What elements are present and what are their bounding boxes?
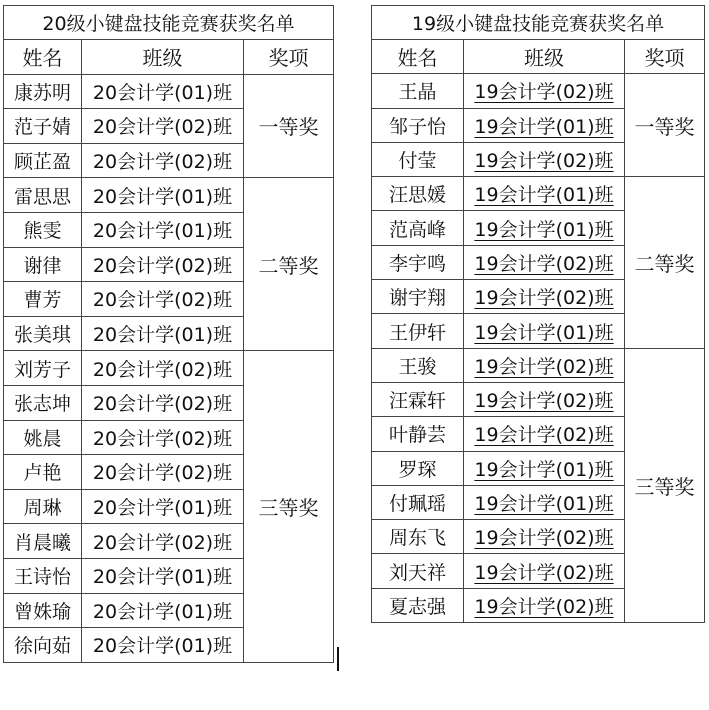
text-cursor (337, 647, 339, 671)
name-cell[interactable]: 汪霖轩 (372, 382, 464, 416)
class-cell[interactable]: 19会计学(02)班 (464, 245, 625, 279)
name-cell[interactable]: 周琳 (4, 489, 82, 524)
class-cell[interactable]: 20会计学(02)班 (82, 420, 244, 455)
name-cell[interactable]: 熊雯 (4, 212, 82, 247)
award-cell-second[interactable]: 二等奖 (244, 178, 334, 351)
class-cell[interactable]: 19会计学(01)班 (464, 177, 625, 211)
name-cell[interactable]: 张志坤 (4, 385, 82, 420)
name-cell[interactable]: 付莹 (372, 142, 464, 176)
header-award[interactable]: 奖项 (244, 40, 334, 75)
name-cell[interactable]: 肖晨曦 (4, 524, 82, 559)
class-cell[interactable]: 19会计学(02)班 (464, 142, 625, 176)
name-cell[interactable]: 叶静芸 (372, 417, 464, 451)
award-cell-third[interactable]: 三等奖 (625, 348, 705, 622)
name-cell[interactable]: 康苏明 (4, 74, 82, 109)
class-cell[interactable]: 20会计学(01)班 (82, 74, 244, 109)
header-name[interactable]: 姓名 (372, 40, 464, 74)
header-class[interactable]: 班级 (464, 40, 625, 74)
award-cell-first[interactable]: 一等奖 (625, 74, 705, 177)
name-cell[interactable]: 王伊轩 (372, 314, 464, 348)
name-cell[interactable]: 汪思媛 (372, 177, 464, 211)
name-cell[interactable]: 徐向茹 (4, 628, 82, 663)
class-cell[interactable]: 20会计学(01)班 (82, 628, 244, 663)
name-cell[interactable]: 曾姝瑜 (4, 593, 82, 628)
name-cell[interactable]: 罗琛 (372, 451, 464, 485)
table-title[interactable]: 20级小键盘技能竞赛获奖名单 (4, 6, 334, 40)
class-cell[interactable]: 19会计学(02)班 (464, 382, 625, 416)
name-cell[interactable]: 谢律 (4, 247, 82, 282)
class-cell[interactable]: 20会计学(02)班 (82, 385, 244, 420)
class-cell[interactable]: 19会计学(01)班 (464, 211, 625, 245)
name-cell[interactable]: 王晶 (372, 74, 464, 108)
award-table-grade19 (371, 5, 705, 623)
award-table-grade20 (3, 5, 334, 663)
name-cell[interactable]: 范子婧 (4, 109, 82, 144)
class-cell[interactable]: 20会计学(02)班 (82, 282, 244, 317)
name-cell[interactable]: 范高峰 (372, 211, 464, 245)
class-cell[interactable]: 19会计学(02)班 (464, 554, 625, 588)
name-cell[interactable]: 刘芳子 (4, 351, 82, 386)
class-cell[interactable]: 20会计学(01)班 (82, 212, 244, 247)
class-cell[interactable]: 19会计学(02)班 (464, 348, 625, 382)
name-cell[interactable]: 周东飞 (372, 520, 464, 554)
name-cell[interactable]: 姚晨 (4, 420, 82, 455)
class-cell[interactable]: 20会计学(01)班 (82, 178, 244, 213)
class-cell[interactable]: 19会计学(02)班 (464, 280, 625, 314)
header-name[interactable]: 姓名 (4, 40, 82, 75)
header-class[interactable]: 班级 (82, 40, 244, 75)
name-cell[interactable]: 曹芳 (4, 282, 82, 317)
name-cell[interactable]: 王诗怡 (4, 558, 82, 593)
class-cell[interactable]: 19会计学(01)班 (464, 108, 625, 142)
name-cell[interactable]: 顾芷盈 (4, 143, 82, 178)
class-cell[interactable]: 20会计学(02)班 (82, 455, 244, 490)
name-cell[interactable]: 付珮瑶 (372, 485, 464, 519)
class-cell[interactable]: 19会计学(02)班 (464, 417, 625, 451)
name-cell[interactable]: 夏志强 (372, 588, 464, 622)
class-cell[interactable]: 20会计学(02)班 (82, 351, 244, 386)
class-cell[interactable]: 20会计学(01)班 (82, 489, 244, 524)
name-cell[interactable]: 王骏 (372, 348, 464, 382)
class-cell[interactable]: 20会计学(02)班 (82, 143, 244, 178)
header-award[interactable]: 奖项 (625, 40, 705, 74)
name-cell[interactable]: 雷思思 (4, 178, 82, 213)
class-cell[interactable]: 19会计学(01)班 (464, 485, 625, 519)
class-cell[interactable]: 19会计学(01)班 (464, 314, 625, 348)
name-cell[interactable]: 张美琪 (4, 316, 82, 351)
name-cell[interactable]: 李宇鸣 (372, 245, 464, 279)
class-cell[interactable]: 20会计学(01)班 (82, 316, 244, 351)
class-cell[interactable]: 20会计学(01)班 (82, 558, 244, 593)
class-cell[interactable]: 19会计学(01)班 (464, 451, 625, 485)
award-cell-second[interactable]: 二等奖 (625, 177, 705, 348)
table-title[interactable]: 19级小键盘技能竞赛获奖名单 (372, 6, 705, 40)
award-cell-third[interactable]: 三等奖 (244, 351, 334, 662)
class-cell[interactable]: 20会计学(02)班 (82, 247, 244, 282)
award-cell-first[interactable]: 一等奖 (244, 74, 334, 178)
class-cell[interactable]: 20会计学(02)班 (82, 524, 244, 559)
name-cell[interactable]: 邹子怡 (372, 108, 464, 142)
class-cell[interactable]: 20会计学(02)班 (82, 109, 244, 144)
class-cell[interactable]: 19会计学(02)班 (464, 588, 625, 622)
name-cell[interactable]: 刘天祥 (372, 554, 464, 588)
class-cell[interactable]: 19会计学(02)班 (464, 520, 625, 554)
class-cell[interactable]: 20会计学(01)班 (82, 593, 244, 628)
name-cell[interactable]: 谢宇翔 (372, 280, 464, 314)
name-cell[interactable]: 卢艳 (4, 455, 82, 490)
class-cell[interactable]: 19会计学(02)班 (464, 74, 625, 108)
